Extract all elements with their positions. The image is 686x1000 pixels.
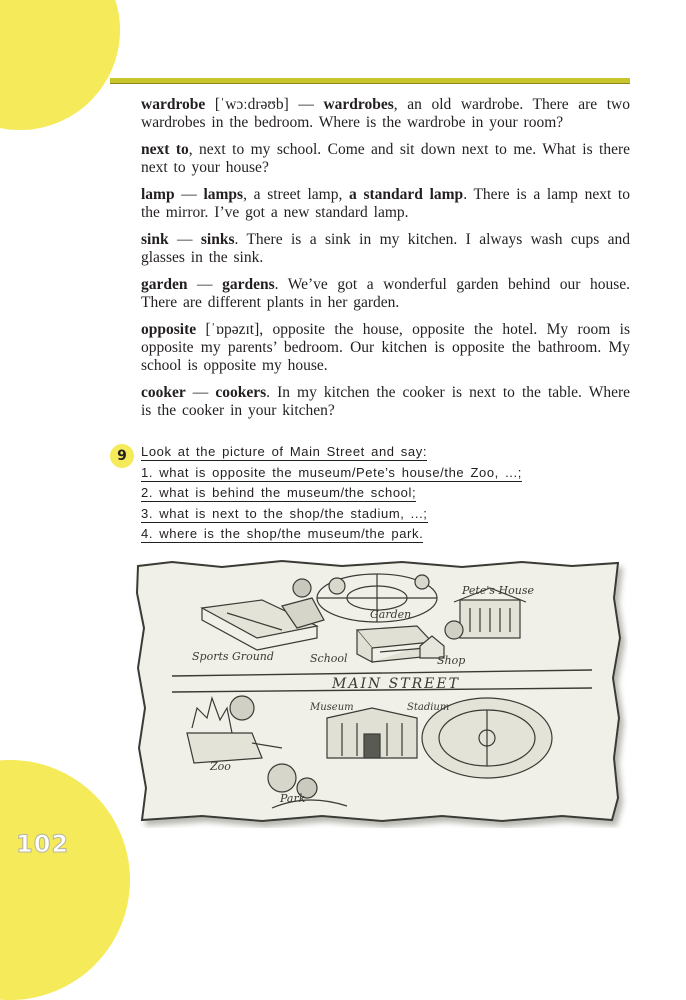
map-label-stadium: Stadium: [407, 702, 450, 713]
museum-drawing: [327, 708, 417, 758]
exercise-instructions: [141, 442, 522, 545]
vocab-entry-wardrobe: wardrobe [ˈwɔːdrəʊb] — wardrobes, an old wardrobe. There are two wardrobes in the bedroom. Where is the wardrobe in your room?: [141, 96, 630, 131]
decorative-circle-bottom: [0, 760, 130, 1000]
map-label-garden: Garden: [370, 608, 412, 621]
decorative-circle-top: [0, 0, 120, 130]
map-label-sports-ground: Sports Ground: [192, 650, 274, 663]
vocab-entry-sink: sink — sinks. There is a sink in my kitchen. I always wash cups and glasses in the sink.: [141, 231, 631, 266]
exercise-line: 1. what is opposite the museum/Pete’s house/the Zoo, ...;: [141, 464, 522, 480]
map-label-park: Park: [280, 792, 306, 805]
vocabulary-list: [141, 96, 630, 429]
exercise-line: 2. what is behind the museum/the school;: [141, 485, 417, 500]
map-label-museum: Museum: [310, 702, 354, 713]
map-label-main-street: MAIN STREET: [332, 676, 460, 692]
exercise-line: 4. where is the shop/the museum/the park.: [141, 526, 424, 541]
main-street-map: [132, 558, 628, 828]
exercise-number-badge: 9: [110, 444, 134, 468]
exercise-line: Look at the picture of Main Street and say:: [141, 444, 428, 459]
vocab-entry-opposite: opposite [ˈɒpəzɪt], opposite the house, opposite the hotel. My room is opposite my parents’ bedroom. Our kitchen is opposite the bathroom. My school is opposite my house.: [141, 321, 630, 374]
page-number: 102: [16, 830, 70, 858]
header-rule: [110, 78, 630, 84]
map-illustration: [132, 558, 628, 828]
map-label-shop: Shop: [437, 654, 466, 667]
vocab-entry-cooker: cooker — cookers. In my kitchen the cooker is next to the table. Where is the cooker in your kitchen?: [141, 384, 631, 419]
vocab-entry-garden: garden — gardens. We’ve got a wonderful garden behind our house. There are different plants in her garden.: [141, 276, 630, 311]
map-label-zoo: Zoo: [210, 760, 231, 773]
exercise-line: 3. what is next to the shop/the stadium, ...;: [141, 505, 428, 521]
map-label-school: School: [310, 652, 348, 665]
vocab-entry-next-to: next to, next to my school. Come and sit down next to me. What is there next to your house?: [141, 141, 630, 176]
vocab-entry-lamp: lamp — lamps, a street lamp, a standard lamp. There is a lamp next to the mirror. I’ve got a new standard lamp.: [141, 186, 630, 221]
map-label-petes-house: Pete's House: [462, 584, 534, 597]
